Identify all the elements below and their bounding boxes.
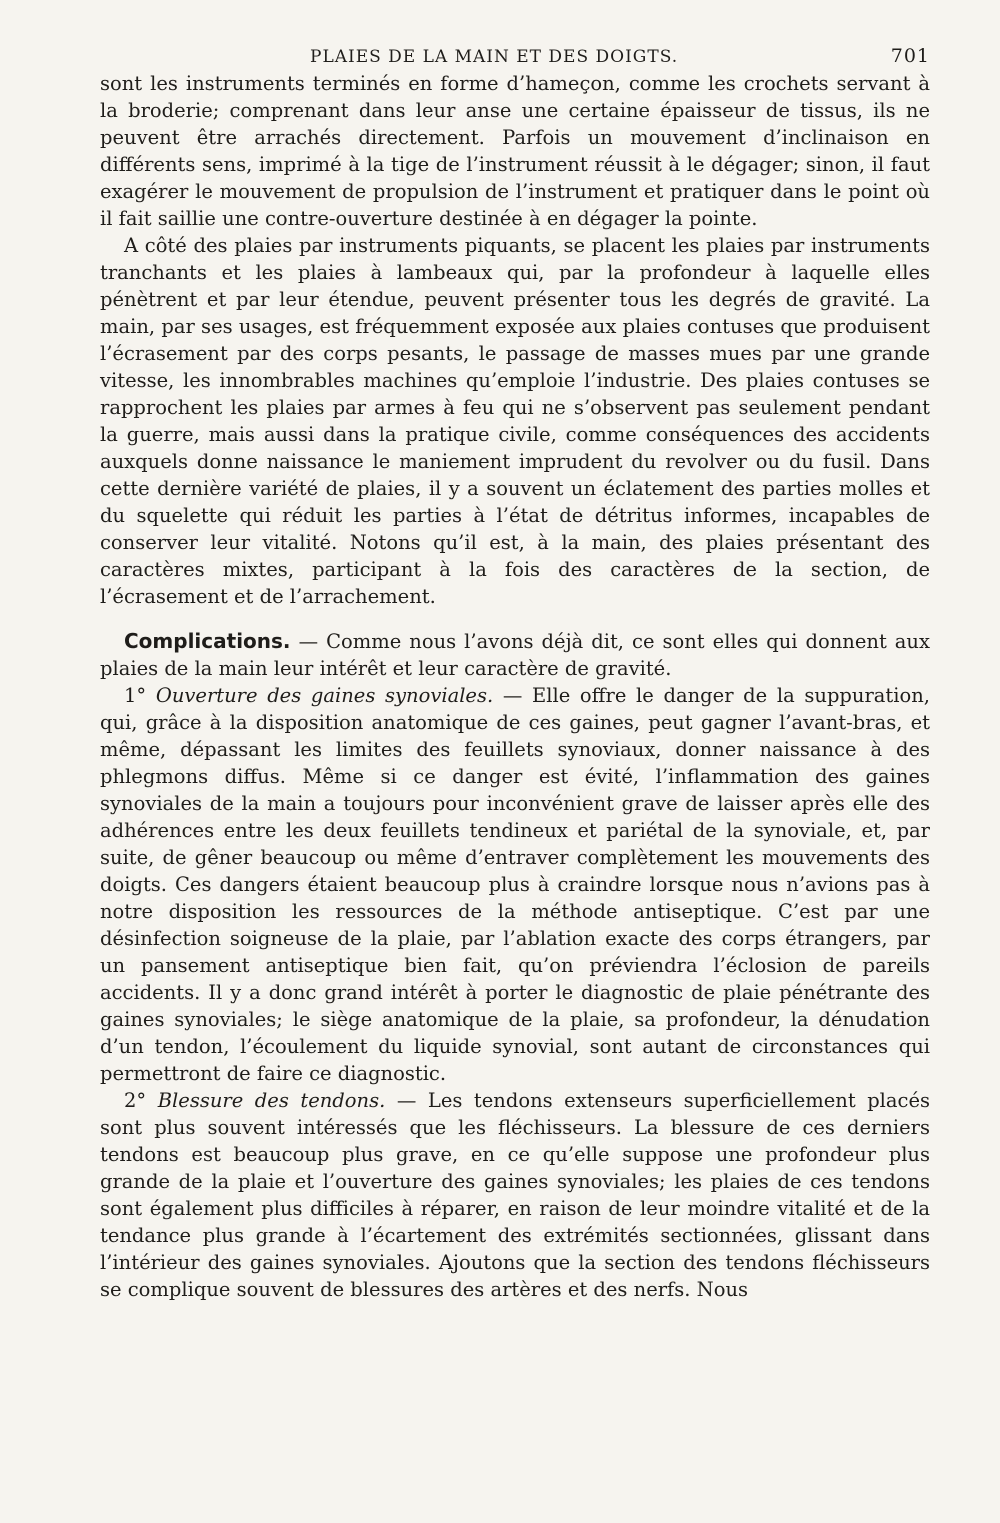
paragraph-complications	[100, 628, 930, 682]
paragraph-continuation: sont les instruments terminés en forme d’hameçon, comme les crochets servant à la broderie; comprenant dans leur anse une certaine épaisseur de tissus, ils ne peuvent être arrachés directement. Parfois un mouvement d’inclinaison en différents sens, imprimé à la tige de l’instrument réussit à le dégager; sinon, il faut exagérer le mouvement de propulsion de l’instrument et pratiquer dans le point où il fait saillie une contre-ouverture destinée à en dégager la pointe.	[100, 72, 930, 230]
paragraph-tendons	[100, 1087, 930, 1303]
running-title: PLAIES DE LA MAIN ET DES DOIGTS.	[310, 47, 679, 67]
running-head	[100, 40, 930, 70]
complications-text: — Comme nous l’avons déjà dit, ce sont elles qui donnent aux plaies de la main leur intérêt et leur caractère de gravité.	[100, 630, 930, 680]
subsection-title-tendons: Blessure des tendons.	[157, 1089, 386, 1112]
paragraph-plaies-contuses: A côté des plaies par instruments piquants, se placent les plaies par instruments tranchants et les plaies à lambeaux qui, par la profondeur à laquelle elles pénètrent et par leur étendue, peuvent présenter tous les degrés de gravité. La main, par ses usages, est fréquemment exposée aux plaies contuses que produisent l’écrasement par des corps pesants, le passage de masses mues par une grande vitesse, les innombrables machines qu’emploie l’industrie. Des plaies contuses se rapprochent les plaies par armes à feu qui ne s’observent pas seulement pendant la guerre, mais aussi dans la pratique civile, comme conséquences des accidents auxquels donne naissance le maniement imprudent du revolver ou du fusil. Dans cette dernière variété de plaies, il y a souvent un éclatement des parties molles et du squelette qui réduit les parties à l’état de détritus informes, incapables de conserver leur vitalité. Notons qu’il est, à la main, des plaies présentant des caractères mixtes, participant à la fois des caractères de la section, de l’écrasement et de l’arrachement.	[100, 234, 930, 608]
subsection-text-gaines: — Elle offre le danger de la suppuration, qui, grâce à la disposition anatomique de ces gaines, peut gagner l’avant-bras, et même, dépassant les limites des feuillets synoviaux, donner naissance à des phlegmons diffus. Même si ce danger est évité, l’inflammation des gaines synoviales de la main a toujours pour inconvénient grave de laisser après elle des adhérences entre les deux feuillets tendineux et pariétal de la synoviale, et, par suite, de gêner beaucoup ou même d’entraver complètement les mouvements des doigts. Ces dangers étaient beaucoup plus à craindre lorsque nous n’avions pas à notre disposition les ressources de la méthode antiseptique. C’est par une désinfection soigneuse de la plaie, par l’ablation exacte des corps étrangers, par un pansement antiseptique bien fait, qu’on préviendra l’éclosion de pareils accidents. Il y a donc grand intérêt à porter le diagnostic de plaie pénétrante des gaines synoviales; le siège anatomique de la plaie, sa profondeur, la dénudation d’un tendon, l’écoulement du liquide synovial, sont autant de circonstances qui permettront de faire ce diagnostic.	[100, 684, 930, 1085]
section-heading-complications: Complications.	[124, 629, 291, 653]
book-page	[100, 40, 930, 1303]
subsection-number-2: 2°	[124, 1089, 147, 1112]
page-number: 701	[890, 45, 930, 67]
subsection-title-gaines: Ouverture des gaines synoviales.	[155, 684, 494, 707]
subsection-text-tendons: — Les tendons extenseurs superficiellement placés sont plus souvent intéressés que les fléchisseurs. La blessure de ces derniers tendons est beaucoup plus grave, en ce qu’elle suppose une profondeur plus grande de la plaie et l’ouverture des gaines synoviales; les plaies de ces tendons sont également plus difficiles à réparer, en raison de leur moindre vitalité et de la tendance plus grande à l’écartement des extrémités sectionnées, glissant dans l’intérieur des gaines synoviales. Ajoutons que la section des tendons fléchisseurs se complique souvent de blessures des artères et des nerfs. Nous	[100, 1089, 931, 1301]
main-text	[100, 70, 930, 1303]
subsection-number-1: 1°	[124, 684, 147, 707]
paragraph-gaines-synoviales	[100, 682, 930, 1087]
